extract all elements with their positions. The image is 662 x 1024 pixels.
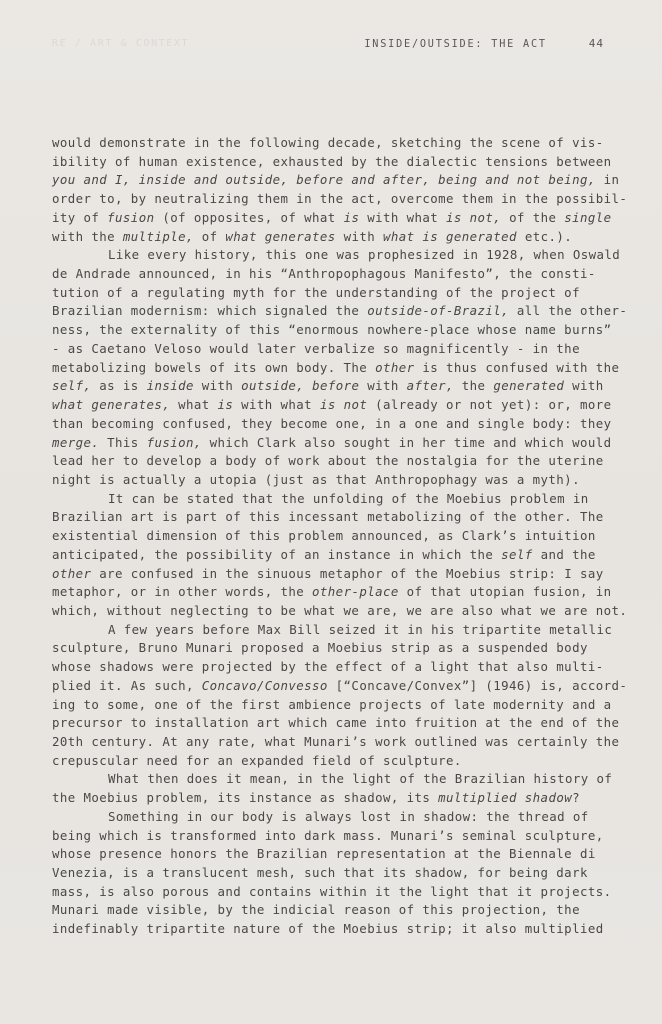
text-line [52, 883, 612, 902]
text-line [52, 901, 608, 920]
text-span: existential dimension of this problem announced, as Clark’s intuition [52, 528, 596, 544]
text-span: - as Caetano Veloso would later verbalize so magnificently - in the [52, 340, 580, 356]
text-span: What then does it mean, in the light of the Brazilian history of [108, 771, 613, 787]
text-span: and the [532, 546, 596, 562]
text-span: what [170, 397, 218, 413]
text-span: Like every history, this one was prophesized in 1928, when Oswald [108, 247, 621, 263]
text-line [52, 377, 608, 396]
text-line [52, 677, 628, 696]
italic-span: what is generated [382, 228, 517, 244]
italic-span: multiple, [122, 228, 194, 244]
text-line [52, 845, 608, 864]
text-span: with [335, 228, 383, 244]
italic-span: inside [146, 378, 194, 394]
text-line [52, 565, 608, 584]
italic-span: merge. [52, 434, 100, 450]
text-span: with the [52, 228, 123, 244]
text-span: Venezia, is a translucent mesh, such that its shadow, for being dark [52, 865, 588, 881]
text-line [52, 434, 612, 453]
text-span: as is [91, 378, 147, 394]
italic-span: self [501, 546, 533, 562]
text-line [52, 340, 608, 359]
italic-span: other-place [312, 584, 399, 600]
text-line [52, 808, 608, 827]
text-line [52, 658, 608, 677]
text-span: in [595, 172, 620, 188]
text-line [52, 321, 612, 340]
italic-span: Concavo/Convesso [201, 677, 328, 693]
text-line [52, 733, 620, 752]
text-span: with what [359, 209, 447, 225]
text-span: ibility of human existence, exhausted by the dialectic tensions between [52, 153, 612, 169]
text-span: of [193, 228, 226, 244]
running-title: INSIDE/OUTSIDE: THE ACT [364, 39, 547, 50]
italic-span: is [217, 397, 234, 413]
text-line [52, 583, 612, 602]
text-span: of that utopian fusion, in [398, 584, 612, 600]
italic-span: other [52, 565, 92, 581]
italic-span: what generates [225, 228, 336, 244]
text-line [52, 770, 613, 789]
italic-span: multiplied shadow [438, 790, 573, 806]
italic-span: what generates, [52, 397, 171, 413]
running-head [364, 37, 604, 50]
text-span: are confused in the sinuous metaphor of the Moebius strip: I say [91, 565, 604, 581]
text-span: This [99, 434, 147, 450]
text-line [52, 490, 608, 509]
text-span: is thus confused with the [414, 359, 620, 375]
text-span: sculpture, Bruno Munari proposed a Moebius strip as a suspended body [52, 640, 588, 656]
text-span: whose shadows were projected by the effect of a light that also multi- [52, 659, 604, 675]
italic-span: you and I, inside and outside, before and after, being and not being, [52, 172, 596, 188]
italic-span: generated [493, 378, 565, 394]
italic-span: before [312, 378, 360, 394]
text-line [52, 546, 608, 565]
text-line [52, 639, 608, 658]
text-line [52, 190, 628, 209]
text-span: It can be stated that the unfolding of the Moebius problem in [108, 490, 589, 506]
text-line [52, 920, 608, 939]
text-line [52, 621, 613, 640]
text-line [52, 134, 608, 153]
text-span [304, 378, 312, 393]
text-line [52, 602, 628, 621]
text-line [52, 171, 620, 190]
text-span: Brazilian art is part of this incessant metabolizing of the other. The [52, 509, 604, 525]
text-span: which, without neglecting to be what we are, we are also what we are not. [52, 602, 628, 618]
text-span: metabolizing bowels of its own body. The [52, 359, 376, 375]
text-line [52, 864, 608, 883]
text-span: with [359, 378, 407, 394]
text-span: ity of [52, 209, 108, 225]
text-line [52, 527, 608, 546]
italic-span: is [343, 209, 360, 225]
italic-span: is not [319, 397, 368, 413]
italic-span: self, [52, 378, 92, 394]
text-line [52, 752, 608, 771]
text-span: of the [501, 209, 565, 225]
text-span: with [193, 378, 242, 394]
text-span: order to, by neutralizing them in the act, overcome them in the possibil- [52, 191, 628, 207]
text-span: Something in our body is always lost in shadow: the thread of [108, 808, 589, 824]
text-line [52, 471, 608, 490]
text-span: precursor to installation art which came into fruition at the end of the [52, 715, 620, 731]
text-span: indefinably tripartite nature of the Moebius strip; it also multiplied [52, 921, 604, 937]
text-line [52, 452, 608, 471]
text-span: A few years before Max Bill seized it in his tripartite metallic [108, 621, 613, 637]
text-span: crepuscular need for an expanded field of sculpture. [52, 752, 462, 768]
text-line [52, 415, 612, 434]
text-span: [“Concave/Convex”] (1946) is, accord- [327, 677, 628, 693]
text-span: with [564, 378, 604, 394]
text-span: plied it. As such, [52, 677, 202, 693]
italic-span: outside-of-Brazil, [367, 303, 510, 319]
text-line [52, 696, 612, 715]
italic-span: outside, [241, 378, 305, 394]
italic-span: fusion [107, 209, 155, 225]
text-line [52, 827, 608, 846]
text-line [52, 714, 620, 733]
text-span: night is actually a utopia (just as that Anthropophagy was a myth). [52, 471, 580, 487]
text-span: tution of a regulating myth for the understanding of the project of [52, 284, 580, 300]
text-span: all the other- [509, 303, 628, 319]
text-span: metaphor, or in other words, the [52, 584, 313, 600]
text-line [52, 153, 612, 172]
text-line [52, 789, 608, 808]
text-line [52, 396, 612, 415]
text-line [52, 302, 628, 321]
text-span: (already or not yet): or, more [367, 397, 612, 413]
text-span: (of opposites, of what [154, 209, 344, 225]
bleed-through-header: RE / ART & CONTEXT [52, 38, 190, 49]
text-span: than becoming confused, they become one, in a one and single body: they [52, 415, 612, 431]
text-span: etc.). [516, 228, 573, 244]
text-span: lead her to develop a body of work about the nostalgia for the uterine [52, 453, 604, 469]
text-span: de Andrade announced, in his “Anthropophagous Manifesto”, the consti- [52, 266, 596, 282]
text-span: would demonstrate in the following decade, sketching the scene of vis- [52, 135, 604, 150]
text-span: whose presence honors the Brazilian representation at the Biennale di [52, 846, 596, 862]
page-number: 44 [588, 37, 604, 50]
italic-span: is not, [446, 209, 502, 225]
text-span: which Clark also sought in her time and which would [201, 434, 612, 450]
italic-span: fusion, [146, 434, 202, 450]
text-span: Brazilian modernism: which signaled the [52, 303, 368, 319]
text-span: with what [233, 397, 320, 413]
text-line [52, 284, 608, 303]
italic-span: after, [406, 378, 454, 394]
text-line [52, 209, 612, 228]
text-span: Munari made visible, by the indicial reason of this projection, the [52, 902, 580, 918]
text-span: mass, is also porous and contains within it the light that it projects. [52, 883, 612, 899]
text-span: being which is transformed into dark mass. Munari’s seminal sculpture, [52, 827, 604, 843]
text-line [52, 246, 621, 265]
text-line [52, 265, 608, 284]
text-span: 20th century. At any rate, what Munari’s work outlined was certainly the [52, 734, 620, 749]
text-span: ness, the externality of this “enormous nowhere-place whose name burns” [52, 322, 612, 338]
text-span: the Moebius problem, its instance as shadow, its [52, 790, 439, 806]
italic-span: single [564, 209, 612, 225]
text-span: the [453, 378, 494, 394]
text-span: anticipated, the possibility of an instance in which the [52, 546, 502, 562]
text-line [52, 508, 608, 527]
text-span: ? [572, 790, 580, 806]
text-line [52, 359, 620, 378]
italic-span: other [375, 359, 415, 375]
text-span: ing to some, one of the first ambience projects of late modernity and a [52, 696, 612, 712]
text-line [52, 228, 608, 247]
body-text [52, 134, 628, 939]
